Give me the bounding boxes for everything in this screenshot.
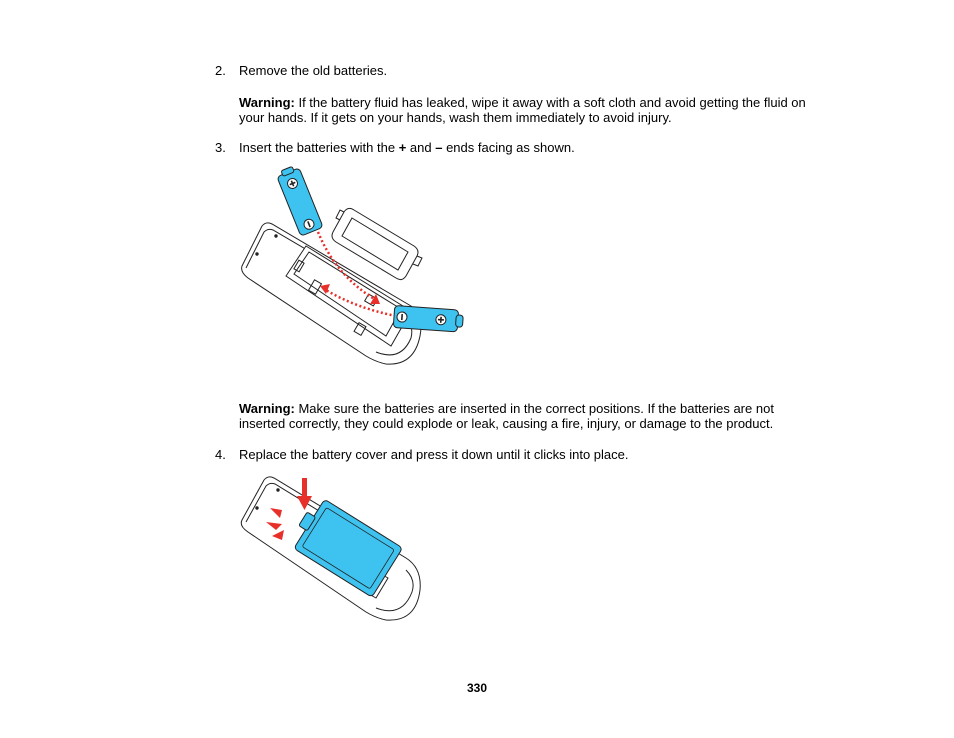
plus-symbol: +: [398, 140, 407, 155]
battery-insertion-illustration: [236, 166, 468, 372]
warning-label: Warning:: [239, 401, 295, 416]
step-text-after: ends facing as shown.: [442, 140, 575, 155]
warning-text: Make sure the batteries are inserted in the correct positions. If the batteries are not inserted correctly, they could explode or leak, causing a fire, injury, or damage to the product.: [239, 401, 774, 431]
step-text: Remove the old batteries.: [239, 63, 388, 78]
warning-battery-orientation: [239, 401, 819, 431]
step-number: 2.: [215, 63, 226, 78]
step-number: 3.: [215, 140, 226, 155]
warning-text: If the battery fluid has leaked, wipe it away with a soft cloth and avoid getting the fluid on your hands. If it gets on your hands, wash them immediately to avoid injury.: [239, 95, 806, 125]
warning-label: Warning:: [239, 95, 295, 110]
battery-cover-illustration: [236, 472, 426, 624]
step-text-before: Insert the batteries with the: [239, 140, 399, 155]
minus-symbol: –: [435, 140, 443, 155]
step-text: [239, 140, 575, 155]
warning-battery-fluid: [239, 95, 819, 125]
step-number: 4.: [215, 447, 226, 462]
page-number: 330: [466, 681, 488, 695]
step-text-mid: and: [406, 140, 436, 155]
step-text: Replace the battery cover and press it down until it clicks into place.: [239, 447, 629, 462]
